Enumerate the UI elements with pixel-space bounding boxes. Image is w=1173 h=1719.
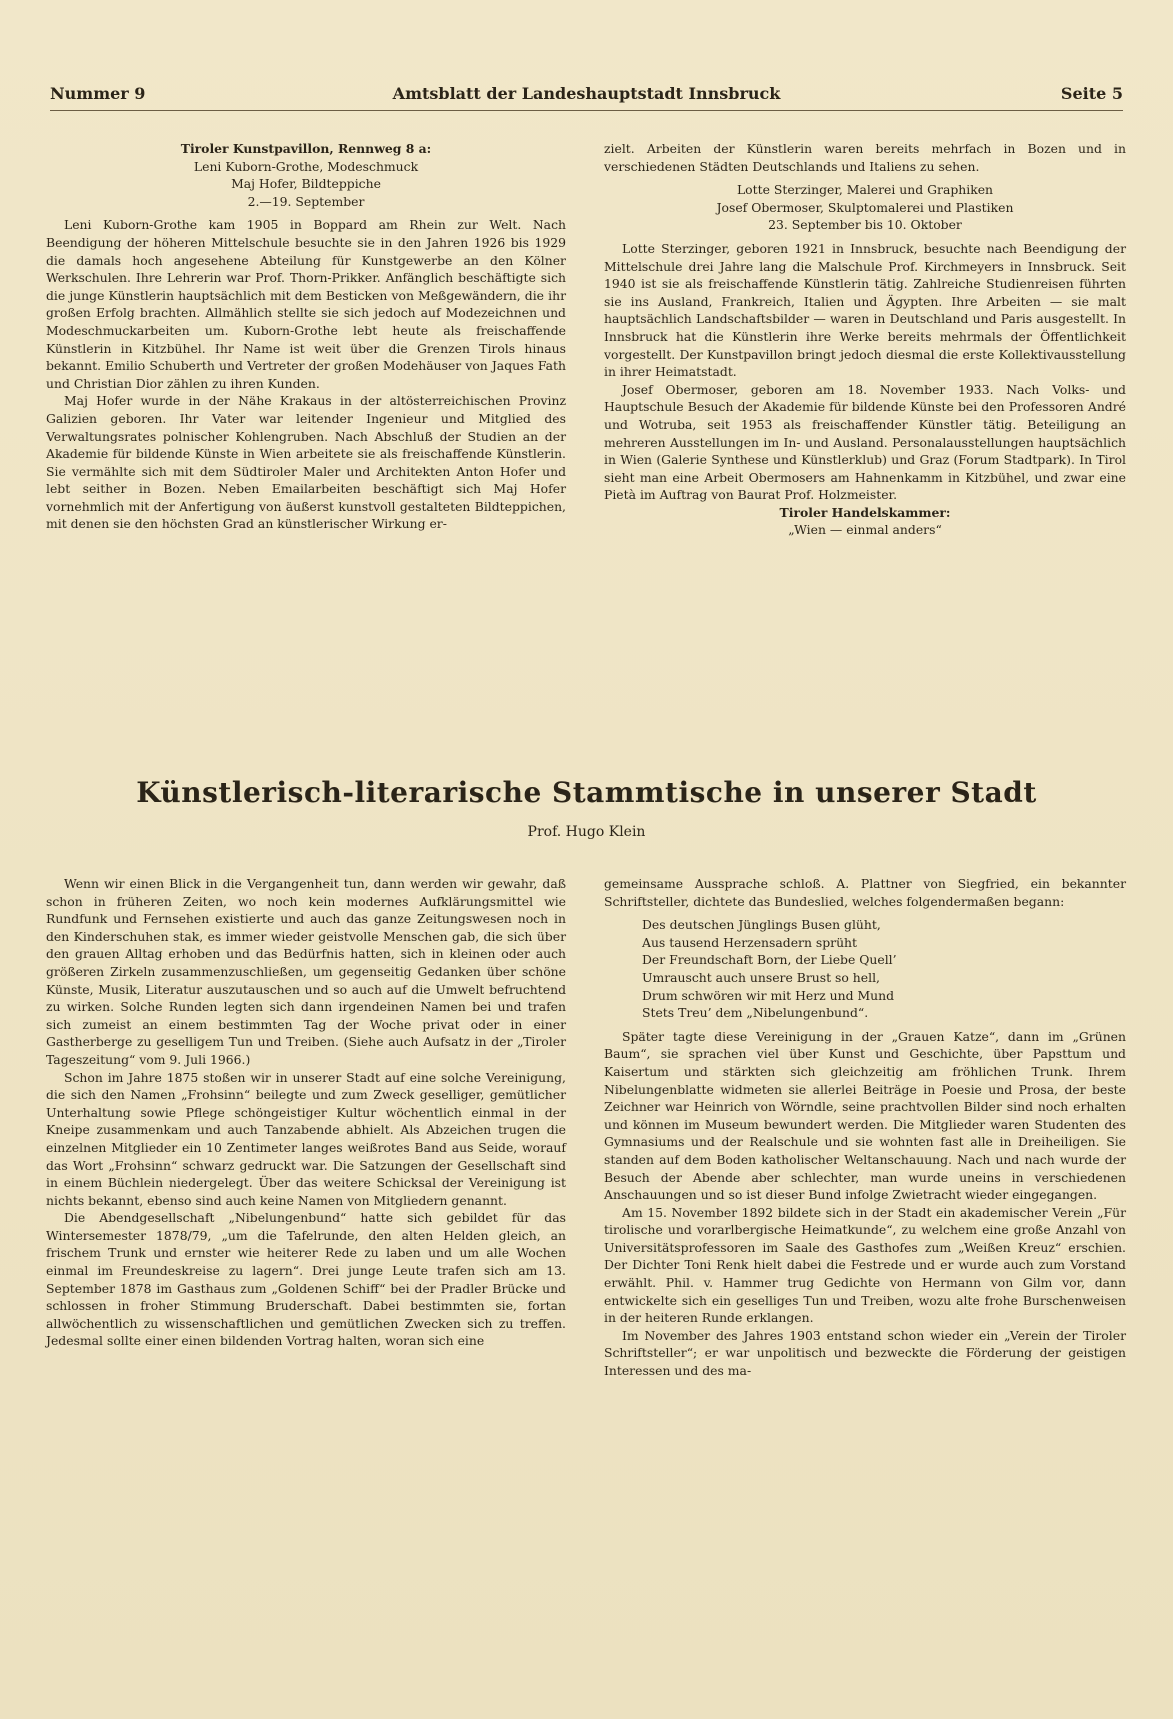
exhibition-artist-2: Maj Hofer, Bildteppiche	[231, 176, 381, 192]
exhibition-heading: Tiroler Kunstpavillon, Rennweg 8 a:	[180, 141, 432, 156]
paragraph: Am 15. November 1892 bildete sich in der Stadt ein akademischer Verein „Für tirolische und vorarlbergische Heimatkunde“, zu welchem eine große Anzahl von Universitätsprofessoren im Saale des Gasthofes zum „Weißen Kreuz“ erschien. Der Dichter Toni Renk hielt dabei die Festrede und er wurde auch zum Vorstand erwählt. Phil. v. Hammer trug Gedichte von Hermann von Gilm vor, dann entwickelte sich ein geselliges Tun und Treiben, wozu alte frohe Burschenweisen in der heiteren Runde erklangen.	[604, 1204, 1126, 1326]
poem-line: Der Freundschaft Born, der Liebe Quell’	[642, 952, 897, 968]
poem-line: Des deutschen Jünglings Busen glüht,	[642, 917, 881, 933]
poem-line: Aus tausend Herzensadern sprüht	[642, 934, 858, 950]
paragraph: zielt. Arbeiten der Künstlerin waren bereits mehrfach in Bozen und in verschiedenen Städten Deutschlands und Italiens zu sehen.	[604, 141, 1126, 174]
exhibition-heading: Tiroler Handelskammer:	[779, 504, 951, 520]
poem-line: Drum schwören wir mit Herz und Mund	[642, 987, 895, 1003]
paragraph: Später tagte diese Vereinigung in der „Grauen Katze“, dann im „Grünen Baum“, sie sprachen viel über Kunst und Geschichte, über Papsttum und Kaisertum und stärkten sich gleichzeitig am fröhlichen Trunk. Ihrem Nibelungenblatte widmeten sie allerlei Beiträge in Poesie und Prosa, der beste Zeichner war Heinrich von Wörndle, seine prachtvollen Bilder sind noch erhalten und können im Museum bewundert werden. Die Mitglieder waren Studenten des Gymnasiums und der Realschule und sie wohnten fast alle in Dreiheiligen. Sie standen auf dem Boden katholischer Weltanschauung. Nach und nach wurde der Besuch der Abende aber schlechter, man wurde uneins in verschiedenen Anschauungen und so ist dieser Bund infolge Zwietracht wieder eingegangen.	[604, 1028, 1126, 1203]
paragraph: Maj Hofer wurde in der Nähe Krakaus in der altösterreichischen Provinz Galizien geboren. Ihr Vater war leitender Ingenieur und Mitglied des Verwaltungsrates polnischer Kohlengruben. Nach Abschluß der Studien an der Akademie für bildende Künste in Wien arbeitete sie als freischaffende Künstlerin. Sie vermählte sich mit dem Südtiroler Maler und Architekten Anton Hofer und lebt seither in Bozen. Neben Emailarbeiten beschäftigt sich Maj Hofer vornehmlich mit der Anfertigung von äußerst kunstvoll gestalteten Bildteppichen, mit denen sie den höchsten Grad an künstlerischer Wirkung er-	[46, 393, 566, 532]
paragraph: Im November des Jahres 1903 entstand schon wieder ein „Verein der Tiroler Schriftsteller“; er war unpolitisch und bezweckte die Förderung der geistigen Interessen und des ma-	[604, 1327, 1126, 1379]
column-1	[46, 140, 566, 533]
article-title: Künstlerisch-literarische Stammtische in unserer Stadt	[136, 776, 1037, 809]
exhibition-date: 23. September bis 10. Oktober	[768, 217, 962, 233]
column-2	[604, 140, 1126, 539]
paragraph: Josef Obermoser, geboren am 18. November 1933. Nach Volks- und Hauptschule Besuch der Akademie für bildende Künste bei den Professoren André und Wotruba, seit 1953 als freischaffender Künstler tätig. Beteiligung an mehreren Ausstellungen im In- und Ausland. Personalausstellungen hauptsächlich in Wien (Galerie Synthese und Künstlerklub) und Graz (Forum Stadtpark). In Tirol sieht man eine Arbeit Obermosers am Hahnenkamm in Kitzbühel, und zwar eine Pietà im Auftrag von Baurat Prof. Holzmeister.	[604, 381, 1126, 503]
poem-line: Stets Treu’ dem „Nibelungenbund“.	[642, 1005, 869, 1021]
column-4	[604, 875, 1126, 1380]
paragraph: Lotte Sterzinger, geboren 1921 in Innsbruck, besuchte nach Beendigung der Mittelschule drei Jahre lang die Malschule Prof. Kirchmeyers in Innsbruck. Seit 1940 ist sie als freischaffende Künstlerin tätig. Zahlreiche Studienreisen führten sie ins Ausland, Frankreich, Italien und Ägypten. Ihre Arbeiten — sie malt hauptsächlich Landschaftsbilder — waren in Deutschland und Paris ausgestellt. In Innsbruck hat die Künstlerin ihre Werke bereits mehrmals der Öffentlichkeit vorgestellt. Der Kunstpavillon bringt jedoch diesmal die erste Kollektivausstellung in ihrer Heimatstadt.	[604, 240, 1126, 380]
page-number: Seite 5	[1060, 84, 1123, 103]
issue-number: Nummer 9	[50, 84, 146, 103]
exhibition-artist-1: Leni Kuborn-Grothe, Modeschmuck	[193, 158, 419, 174]
exhibition-artist-3: Lotte Sterzinger, Malerei und Graphiken	[736, 182, 994, 198]
paragraph: Schon im Jahre 1875 stoßen wir in unserer Stadt auf eine solche Vereinigung, die sich den Namen „Frohsinn“ beilegte und zum Zweck geselliger, gemütlicher Unterhaltung sowie Pflege schöngeistiger Kultur wöchentlich einmal in der Kneipe zusammenkam und auch Tanzabende abhielt. Als Abzeichen trugen die einzelnen Mitglieder ein 10 Zentimeter langes weißrotes Band aus Seide, worauf das Wort „Frohsinn“ schwarz gedruckt war. Die Satzungen der Gesellschaft sind in einem Büchlein niedergelegt. Über das weitere Schicksal der Vereinigung ist nichts bekannt, ebenso sind auch keine Namen von Mitgliedern genannt.	[46, 1069, 566, 1208]
exhibition-date: 2.—19. September	[247, 193, 365, 209]
paragraph: Leni Kuborn-Grothe kam 1905 in Boppard am Rhein zur Welt. Nach Beendigung der höheren Mittelschule besuchte sie in den Jahren 1926 bis 1929 die damals hoch angesehene Abteilung für Kunstgewerbe an den Kölner Werkschulen. Ihre Lehrerin war Prof. Thorn-Prikker. Anfänglich beschäftigte sich die junge Künstlerin hauptsächlich mit dem Besticken von Meßgewändern, die ihr großen Erfolg brachten. Allmählich stellte sie sich jedoch auf Modezeichnen und Modeschmuckarbeiten um. Kuborn-Grothe lebt heute als freischaffende Künstlerin in Kitzbühel. Ihr Name ist weit über die Grenzen Tirols hinaus bekannt. Emilio Schuberth und Vertreter der großen Modehäuser von Jaques Fath und Christian Dior zählen zu ihren Kunden.	[46, 217, 566, 391]
paragraph: Die Abendgesellschaft „Nibelungenbund“ hatte sich gebildet für das Wintersemester 1878/79, „um die Tafelrunde, den alten Helden gleich, an frischem Trunk und ernster wie heiterer Rede zu laben und um alle Wochen einmal im Freundeskreise zu lagern“. Drei junge Leute trafen sich am 13. September 1878 im Gasthaus zum „Goldenen Schiff“ bei der Pradler Brücke und schlossen in froher Stimmung Bruderschaft. Dabei bestimmten sie, fortan allwöchentlich zu wissenschaftlichen und gemütlichen Zwecken sich zu treffen. Jedesmal sollte einer einen bildenden Vortrag halten, woran sich eine	[46, 1210, 566, 1349]
header-divider	[50, 110, 1123, 111]
poem-line: Umrauscht auch unsere Brust so hell,	[642, 969, 880, 985]
poem	[642, 916, 1126, 1022]
article-author: Prof. Hugo Klein	[527, 824, 646, 840]
paragraph: gemeinsame Aussprache schloß. A. Plattner von Siegfried, ein bekannter Schriftsteller, dichtete das Bundeslied, welches folgendermaßen begann:	[604, 876, 1126, 909]
page-header	[50, 84, 1123, 108]
exhibition-artist-4: Josef Obermoser, Skulptomalerei und Plastiken	[716, 199, 1014, 215]
paragraph: Wenn wir einen Blick in die Vergangenheit tun, dann werden wir gewahr, daß schon in früheren Zeiten, wo noch kein modernes Aufklärungsmittel wie Rundfunk und Fernsehen existierte und auch das ganze Zeitungswesen noch in den Kinderschuhen stak, es immer wieder geistvolle Menschen gab, die sich über den grauen Alltag erhoben und das Bedürfnis hatten, sich in kleinen oder auch größeren Zirkeln zusammenzuschließen, um gegenseitig Gedanken über schöne Künste, Musik, Literatur auszutauschen und so auch auf die Umwelt befruchtend zu wirken. Solche Runden legten sich dann irgendeinen Namen bei und trafen sich zumeist an einem bestimmten Tag der Woche privat oder in einer Gastherberge zu geselligem Tun und Treiben. (Siehe auch Aufsatz in der „Tiroler Tageszeitung“ vom 9. Juli 1966.)	[46, 876, 566, 1067]
column-3	[46, 875, 566, 1350]
publication-title: Amtsblatt der Landeshauptstadt Innsbruck	[392, 84, 781, 103]
exhibition-title: „Wien — einmal anders“	[788, 522, 942, 538]
